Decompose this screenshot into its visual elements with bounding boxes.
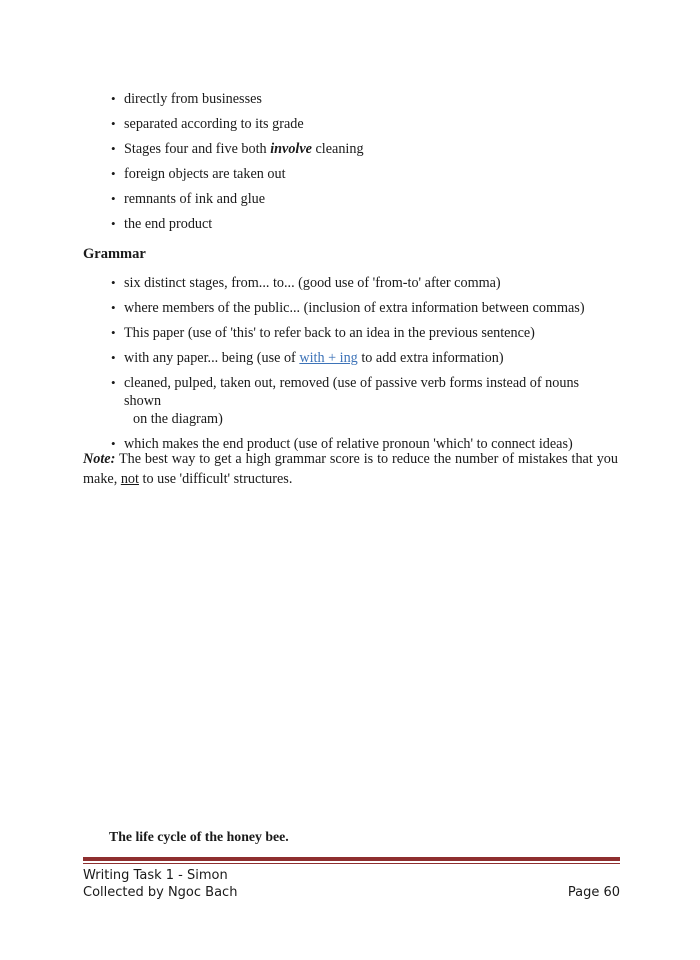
next-section-title: The life cycle of the honey bee.	[109, 829, 289, 844]
list-item: • cleaned, pulped, taken out, removed (use of passive verb forms instead of nouns shown on the diagram)	[111, 374, 611, 428]
footer-line-2: Collected by Ngoc Bach Page 60	[83, 885, 620, 900]
with-ing-link[interactable]: with + ing	[299, 350, 358, 366]
list-item: • Stages four and five both involve cleaning	[111, 140, 611, 158]
list-item: • separated according to its grade	[111, 115, 611, 133]
list-item: • which makes the end product (use of relative pronoun 'which' to connect ideas)	[111, 435, 611, 453]
footer-divider-thin	[83, 863, 620, 864]
list-item: • This paper (use of 'this' to refer back to an idea in the previous sentence)	[111, 324, 611, 342]
page-footer	[83, 867, 620, 901]
list-item: • remnants of ink and glue	[111, 190, 611, 208]
footer-line-1: Writing Task 1 - Simon	[83, 868, 228, 883]
section-heading-grammar: Grammar	[83, 246, 146, 262]
list-item: • with any paper... being (use of with + ing to add extra information)	[111, 349, 611, 367]
note-label: Note:	[83, 451, 116, 467]
list-item: • directly from businesses	[111, 90, 611, 108]
underlined-word: not	[120, 471, 139, 487]
list-item: • six distinct stages, from... to... (good use of 'from-to' after comma)	[111, 274, 611, 292]
list-item: • where members of the public... (inclusion of extra information between commas)	[111, 299, 611, 317]
footer-divider	[83, 857, 620, 861]
list-item: • foreign objects are taken out	[111, 165, 611, 183]
vocabulary-list	[111, 90, 611, 240]
list-item: • the end product	[111, 215, 611, 233]
grammar-list	[111, 274, 611, 460]
note-paragraph: Note: The best way to get a high grammar score is to reduce the number of mistakes that you make, not to use 'difficult' structures.	[83, 451, 618, 487]
page-number: Page 60	[567, 885, 620, 900]
emphasis-word: involve	[270, 141, 312, 157]
